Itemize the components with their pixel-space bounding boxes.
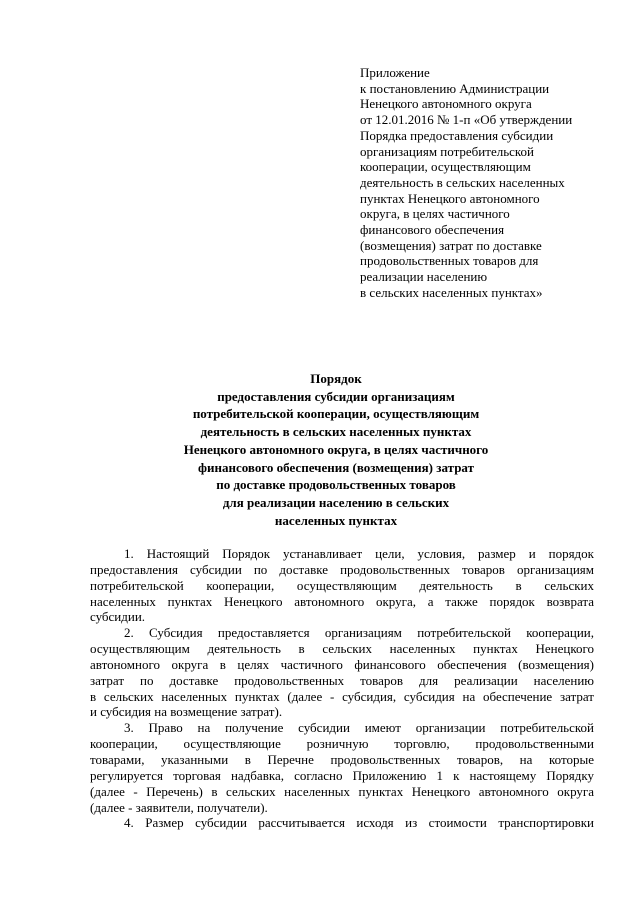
- appendix-line: организациям потребительской: [360, 143, 535, 159]
- paragraph-line: регулируется торговая надбавка, согласно Приложению 1 к настоящему Порядку: [90, 767, 594, 783]
- title-line: Порядок: [310, 371, 362, 386]
- appendix-line: Приложение: [360, 65, 430, 80]
- paragraph-line: предоставления субсидии по доставке продовольственных товаров организациям: [90, 561, 594, 577]
- appendix-line: деятельность в сельских населенных: [360, 174, 565, 190]
- title-line: по доставке продовольственных товаров: [216, 477, 456, 493]
- paragraph-line: (далее - заявители, получатели).: [90, 799, 268, 815]
- paragraph-line: 2. Субсидия предоставляется организациям потребительской кооперации,: [124, 625, 594, 641]
- paragraph-line: (далее - Перечень) в сельских населенных пунктах Ненецкого автономного округа: [90, 783, 594, 799]
- appendix-line: продовольственных товаров для: [360, 253, 539, 269]
- appendix-line: округа, в целях частичного: [360, 206, 510, 222]
- paragraph-line: товарами, указанными в Перечне продовольственных товаров, на которые: [90, 751, 594, 767]
- appendix-line: реализации населению: [360, 269, 488, 285]
- paragraph-line: 4. Размер субсидии рассчитывается исходя из стоимости транспортировки: [124, 815, 594, 831]
- appendix-line: (возмещения) затрат по доставке: [360, 237, 542, 253]
- appendix-line: к постановлению Администрации: [360, 80, 550, 96]
- paragraph-line: и субсидия на возмещение затрат).: [90, 704, 283, 720]
- document-body: [90, 546, 594, 831]
- paragraph-line: автономного округа в целях частичного финансового обеспечения (возмещения): [90, 656, 594, 672]
- appendix-line: финансового обеспечения: [360, 222, 505, 238]
- title-line: населенных пунктах: [274, 512, 398, 528]
- paragraph-line: потребительской кооперации, осуществляющим деятельность в сельских: [90, 577, 594, 593]
- paragraph-line: 3. Право на получение субсидии имеют организации потребительской: [124, 720, 594, 736]
- appendix-note: [360, 65, 630, 301]
- paragraph-line: осуществляющим деятельность в сельских населенных пунктах Ненецкого: [90, 641, 594, 657]
- document-title: [90, 370, 582, 529]
- title-line: деятельность в сельских населенных пунктах: [200, 424, 472, 440]
- paragraph-line: субсидии.: [90, 609, 146, 625]
- appendix-line: Порядка предоставления субсидии: [360, 127, 554, 143]
- paragraph-line: населенных пунктах Ненецкого автономного округа, а также порядок возврата: [90, 593, 594, 609]
- paragraph-line: затрат по доставке продовольственных товаров для реализации населению: [90, 672, 594, 688]
- paragraph-line: в сельских населенных пунктах (далее - субсидия, субсидия на обеспечение затрат: [90, 688, 594, 704]
- title-line: потребительской кооперации, осуществляющим: [192, 406, 480, 422]
- appendix-line: Ненецкого автономного округа: [360, 96, 532, 112]
- title-line: финансового обеспечения (возмещения) затрат: [198, 459, 474, 475]
- paragraph-line: 1. Настоящий Порядок устанавливает цели, условия, размер и порядок: [124, 546, 594, 561]
- title-line: Ненецкого автономного округа, в целях частичного: [183, 441, 489, 457]
- appendix-line: кооперации, осуществляющим: [360, 159, 531, 175]
- appendix-line: пунктах Ненецкого автономного: [360, 190, 540, 206]
- title-line: предоставления субсидии организациям: [217, 388, 455, 404]
- appendix-line: в сельских населенных пунктах»: [360, 284, 543, 300]
- title-line: для реализации населению в сельских: [222, 494, 450, 510]
- appendix-line: от 12.01.2016 № 1-п «Об утверждении: [360, 112, 573, 128]
- paragraph-line: кооперации, осуществляющие розничную торговлю, продовольственными: [90, 736, 594, 752]
